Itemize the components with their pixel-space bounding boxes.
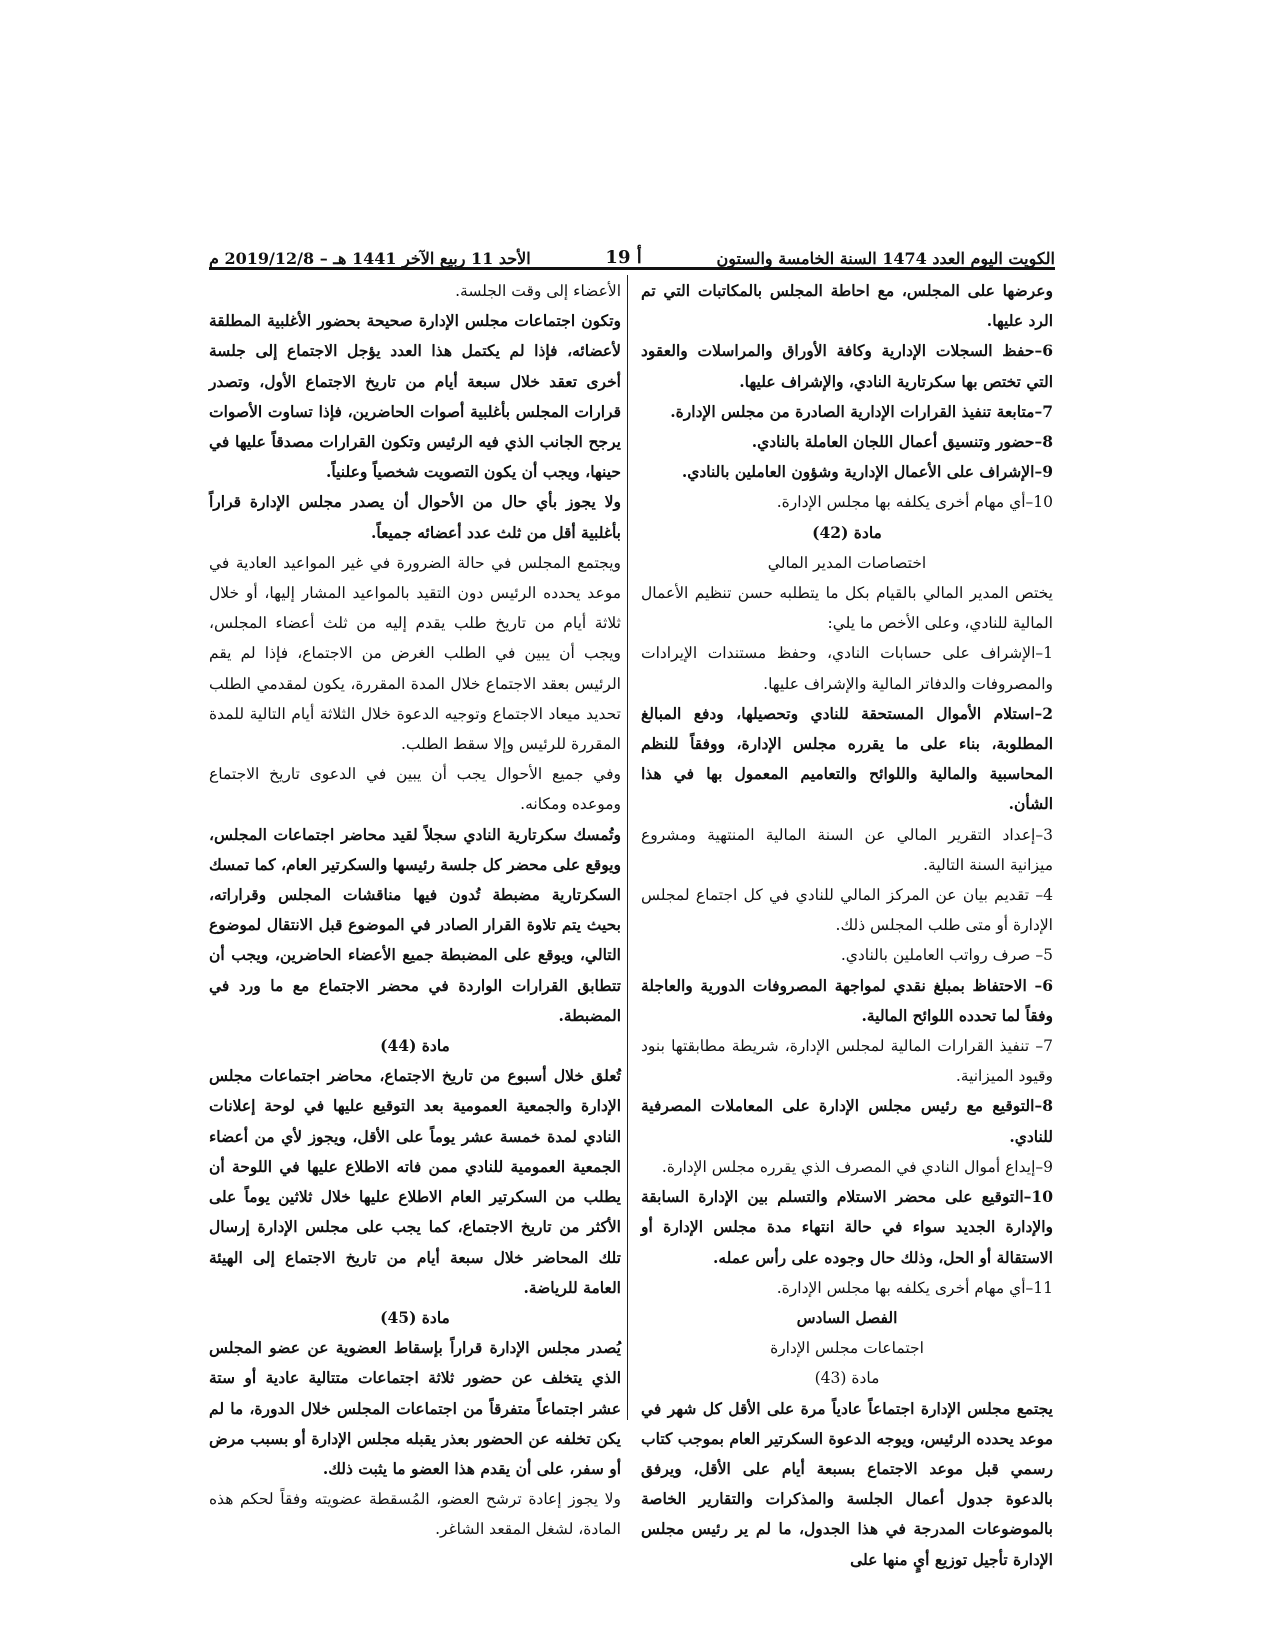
paragraph: 9–إيداع أموال النادي في المصرف الذي يقرره مجلس الإدارة. (661, 1157, 1053, 1176)
paragraph: ويجتمع المجلس في حالة الضرورة في غير المواعيد العادية في موعد يحدده الرئيس دون التقيد بالمواعيد المشار إليها، أو خلال ثلاثة أيام من تاريخ طلب يقدم إليه من ثلث أعضاء المجلس، ويجب أن يبين في الطلب الغرض من الاجتماع، فإذا لم يقم الرئيس بعقد الاجتماع خلال المدة المقررة، يكون لمقدمي الطلب تحديد ميعاد الاجتماع وتوجيه الدعوة خلال الثلاثة أيام التالية للمدة المقررة للرئيس وإلا سقط الطلب. (209, 553, 621, 754)
paragraph: 1–الإشراف على حسابات النادي، وحفظ مستندات الإيرادات والمصروفات والدفاتر المالية والإشراف عليها. (641, 644, 1053, 693)
paragraph: وفي جميع الأحوال يجب أن يبين في الدعوى تاريخ الاجتماع وموعده ومكانه. (209, 765, 621, 814)
header-date: الأحد 11 ربيع الآخر 1441 هـ – 2019/12/8 م (209, 249, 531, 268)
paragraph: ولا يجوز بأي حال من الأحوال أن يصدر مجلس الإدارة قراراً بأغلبية أقل من ثلث عدد أعضائه جميعاً. (209, 492, 621, 542)
paragraph: ولا يجوز إعادة ترشح العضو، المُسقطة عضويته وفقاً لحكم هذه المادة، لشغل المقعد الشاغر. (209, 1490, 621, 1539)
article-heading: مادة (44) (380, 1036, 450, 1056)
paragraph: 3–إعداد التقرير المالي عن السنة المالية المنتهية ومشروع ميزانية السنة التالية. (641, 825, 1053, 874)
page-header (209, 238, 1055, 268)
article-heading: مادة (42) (812, 522, 882, 542)
paragraph: يُصدر مجلس الإدارة قراراً بإسقاط العضوية عن عضو المجلس الذي يتخلف عن حضور ثلاثة اجتماعات متتالية عادية أو ستة عشر اجتماعاً متفرقاً من اجتماعات المجلس خلال الدورة، ما لم يكن تخلفه عن الحضور بعذر يقبله مجلس الإدارة أو بسبب مرض أو سفر، على أن يقدم هذا العضو ما يثبت ذلك. (209, 1338, 621, 1478)
paragraph: 11–أي مهام أخرى يكلفه بها مجلس الإدارة. (776, 1278, 1053, 1297)
paragraph: وتكون اجتماعات مجلس الإدارة صحيحة بحضور الأغلبية المطلقة لأعضائه، فإذا لم يكتمل هذا العدد يؤجل الاجتماع إلى جلسة أخرى تعقد خلال سبعة أيام من تاريخ الاجتماع الأول، وتصدر قرارات المجلس بأغلبية أصوات الحاضرين، فإذا تساوت الأصوات يرجح الجانب الذي فيه الرئيس وتكون القرارات مصدقاً عليها في حينها، ويجب أن يكون التصويت شخصياً وعلنياً. (209, 311, 621, 482)
header-page-number: أ 19 (605, 247, 642, 268)
paragraph: 8–التوقيع مع رئيس مجلس الإدارة على المعاملات المصرفية للنادي. (641, 1096, 1053, 1146)
left-column (209, 276, 621, 1539)
paragraph: 7–متابعة تنفيذ القرارات الإدارية الصادرة من مجلس الإدارة. (670, 401, 1053, 421)
paragraph: 10–أي مهام أخرى يكلفه بها مجلس الإدارة. (776, 493, 1053, 512)
paragraph: وعرضها على المجلس، مع احاطة المجلس بالمكاتبات التي تم الرد عليها. (641, 281, 1053, 331)
section-subheading: اختصاصات المدير المالي (767, 553, 927, 572)
paragraph: 7– تنفيذ القرارات المالية لمجلس الإدارة، شريطة مطابقتها بنود وقيود الميزانية. (641, 1037, 1053, 1086)
column-divider (627, 275, 628, 1420)
right-column (641, 276, 1053, 1569)
paragraph: الأعضاء إلى وقت الجلسة. (455, 282, 621, 300)
paragraph: تُعلق خلال أسبوع من تاريخ الاجتماع، محاضر اجتماعات مجلس الإدارة والجمعية العمومية بعد التوقيع عليها في لوحة إعلانات النادي لمدة خمسة عشر يوماً على الأقل، ويجوز لأي من أعضاء الجمعية العمومية للنادي ممن فاته الاطلاع عليها في اللوحة أن يطلب من السكرتير العام الاطلاع عليها خلال ثلاثين يوماً على الأكثر من تاريخ الاجتماع، كما يجب على مجلس الإدارة إرسال تلك المحاضر خلال سبعة أيام من تاريخ الاجتماع إلى الهيئة العامة للرياضة. (209, 1066, 621, 1297)
paragraph: 5– صرف رواتب العاملين بالنادي. (840, 946, 1053, 965)
paragraph: يختص المدير المالي بالقيام بكل ما يتطلبه حسن تنظيم الأعمال المالية للنادي، وعلى الأخص ما يلي: (641, 584, 1053, 633)
paragraph: 9–الإشراف على الأعمال الإدارية وشؤون العاملين بالنادي. (681, 462, 1053, 482)
paragraph: 2–استلام الأموال المستحقة للنادي وتحصيلها، ودفع المبالغ المطلوبة، بناء على ما يقرره مجلس الإدارة، ووفقاً للنظم المحاسبية والمالية واللوائح والتعاميم المعمول بها في هذا الشأن. (641, 703, 1053, 814)
paragraph: 6–حفظ السجلات الإدارية وكافة الأوراق والمراسلات والعقود التي تختص بها سكرتارية النادي، والإشراف عليها. (641, 341, 1053, 391)
article-heading: مادة (45) (380, 1307, 450, 1327)
section-subheading: اجتماعات مجلس الإدارة (770, 1339, 924, 1358)
paragraph: وتُمسك سكرتارية النادي سجلاً لقيد محاضر اجتماعات المجلس، ويوقع على محضر كل جلسة رئيسها والسكرتير العام، كما تمسك السكرتارية مضبطة تُدون فيها مناقشات المجلس وقراراته، بحيث يتم تلاوة القرار الصادر في الموضوع قبل الانتقال لموضوع التالي، ويوقع على المضبطة جميع الأعضاء الحاضرين، ويجب أن تتطابق القرارات الواردة في محضر الاجتماع مع ما ورد في المضبطة. (209, 824, 621, 1025)
paragraph: 10–التوقيع على محضر الاستلام والتسلم بين الإدارة السابقة والإدارة الجديد سواء في حالة انتهاء مدة مجلس الإدارة أو الاستقالة أو الحل، وذلك حال وجوده على رأس عمله. (641, 1187, 1053, 1267)
paragraph: 6– الاحتفاظ بمبلغ نقدي لمواجهة المصروفات الدورية والعاجلة وفقاً لما تحدده اللوائح المالية. (641, 975, 1053, 1025)
paragraph: يجتمع مجلس الإدارة اجتماعاً عادياً مرة على الأقل كل شهر في موعد يحدده الرئيس، ويوجه الدعوة السكرتير العام بموجب كتاب رسمي قبل موعد الاجتماع بسبعة أيام على الأقل، ويرفق بالدعوة جدول أعمال الجلسة والمذكرات والتقارير الخاصة بالموضوعات المدرجة في هذا الجدول، ما لم ير رئيس مجلس الإدارة تأجيل توزيع أيٍ منها على (641, 1398, 1053, 1569)
paragraph: 8–حضور وتنسيق أعمال اللجان العاملة بالنادي. (751, 432, 1053, 452)
header-issue: الكويت اليوم العدد 1474 السنة الخامسة والستون (716, 249, 1055, 268)
header-rule (209, 267, 1055, 270)
chapter-heading: الفصل السادس (796, 1307, 898, 1327)
article-heading: مادة (43) (814, 1369, 880, 1388)
paragraph: 4– تقديم بيان عن المركز المالي للنادي في كل اجتماع لمجلس الإدارة أو متى طلب المجلس ذلك. (641, 886, 1053, 935)
